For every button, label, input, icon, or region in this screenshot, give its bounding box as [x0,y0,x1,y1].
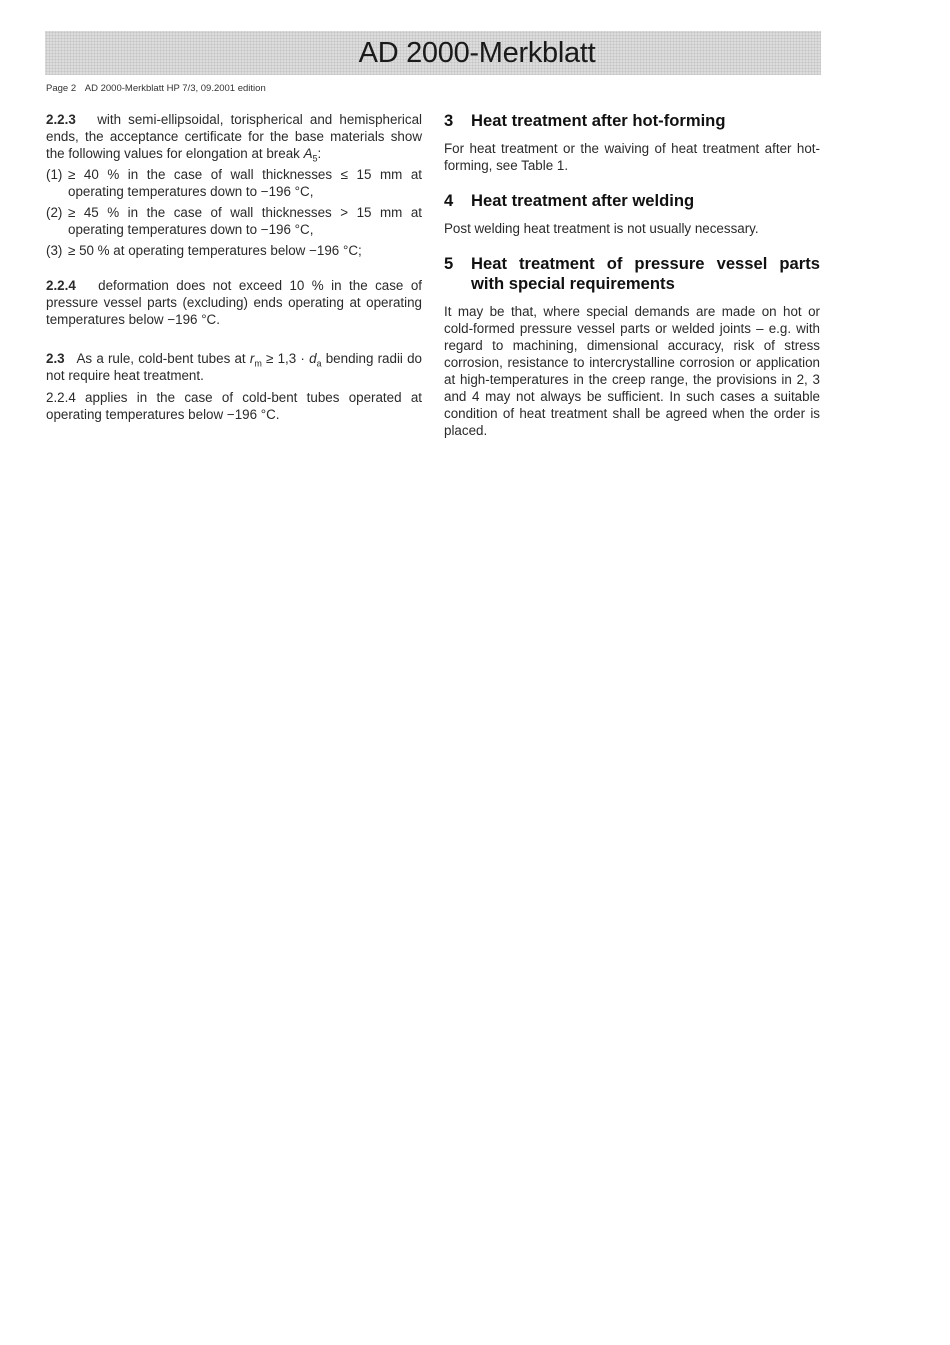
section-title: Heat treatment after welding [471,191,695,210]
section-number: 3 [444,111,454,130]
section-heading [444,111,820,131]
header-banner [45,31,821,75]
clause-2-3-paragraph: 2.2.4 applies in the case of cold-bent tubes operated at operating temperatures below −196 °C. [46,390,422,422]
right-column [444,111,820,439]
symbol-subscript: 5 [312,153,318,164]
clause-text: ≥ 1,3 · [261,351,310,366]
clause-text: with semi-ellipsoidal, torispherical and hemispherical ends, the acceptance certificate for the base materials show the following values for elongation at break [46,112,422,161]
section-heading [444,191,820,211]
page-number: Page 2 [46,83,77,94]
clause-number: 2.3 [46,351,65,366]
section-body: Post welding heat treatment is not usually necessary. [444,221,759,236]
list-item-text: ≥ 45 % in the case of wall thicknesses > 15 mm at operating temperatures down to −196 °C, [68,205,422,237]
clause-number: 2.2.3 [46,112,76,127]
document-reference: AD 2000-Merkblatt HP 7/3, 09.2001 edition [84,83,266,94]
symbol-subscript: m [254,358,262,369]
symbol-r: r [249,351,255,366]
clause-text-end: bending radii do not require heat treatment. [46,351,422,383]
section-body: For heat treatment or the waiving of heat treatment after hot-forming, see Table 1. [444,141,820,173]
list-item-text: ≥ 50 % at operating temperatures below −196 °C; [68,243,362,258]
section-title: Heat treatment of pressure vessel parts with special requirements [471,254,820,293]
list-item [46,242,422,259]
running-header [46,83,266,94]
list-marker: (1) [46,167,63,182]
list-marker: (2) [46,205,63,220]
clause-number: 2.2.4 [46,278,76,293]
section-number: 5 [444,254,454,273]
document-title: AD 2000-Merkblatt [358,37,596,69]
list-item [46,204,422,238]
section-body: It may be that, where special demands are made on hot or cold-formed pressure vessel parts or welded joints – e.g. with regard to machining, dimensional accuracy, risk of stress corrosion, resistance to intercrystalline corrosion or application at high-temperatures in the creep range, the provisions in 2, 3 and 4 may not always be sufficient. In such cases a suitable condition of heat treatment shall be agreed when the order is placed. [444,304,820,438]
section-heading [444,254,820,294]
symbol-d: d [309,351,317,366]
clause-text: deformation does not exceed 10 % in the case of pressure vessel parts (excluding) ends operating at operating temperatures below −196 °C. [46,278,422,327]
symbol-subscript: a [316,358,322,369]
clause-text-end: : [317,146,322,161]
list-item-text: ≥ 40 % in the case of wall thicknesses ≤ 15 mm at operating temperatures down to −196 °C, [68,167,422,199]
section-title: Heat treatment after hot-forming [471,111,726,130]
section-number: 4 [444,191,454,210]
clause-2-2-4 [46,277,422,328]
symbol-a: A [303,146,313,161]
clause-2-2-3 [46,111,422,162]
list-item [46,166,422,200]
clause-2-3 [46,350,422,384]
left-column [46,111,422,423]
list-marker: (3) [46,243,63,258]
clause-text: As a rule, cold-bent tubes at [76,351,250,366]
